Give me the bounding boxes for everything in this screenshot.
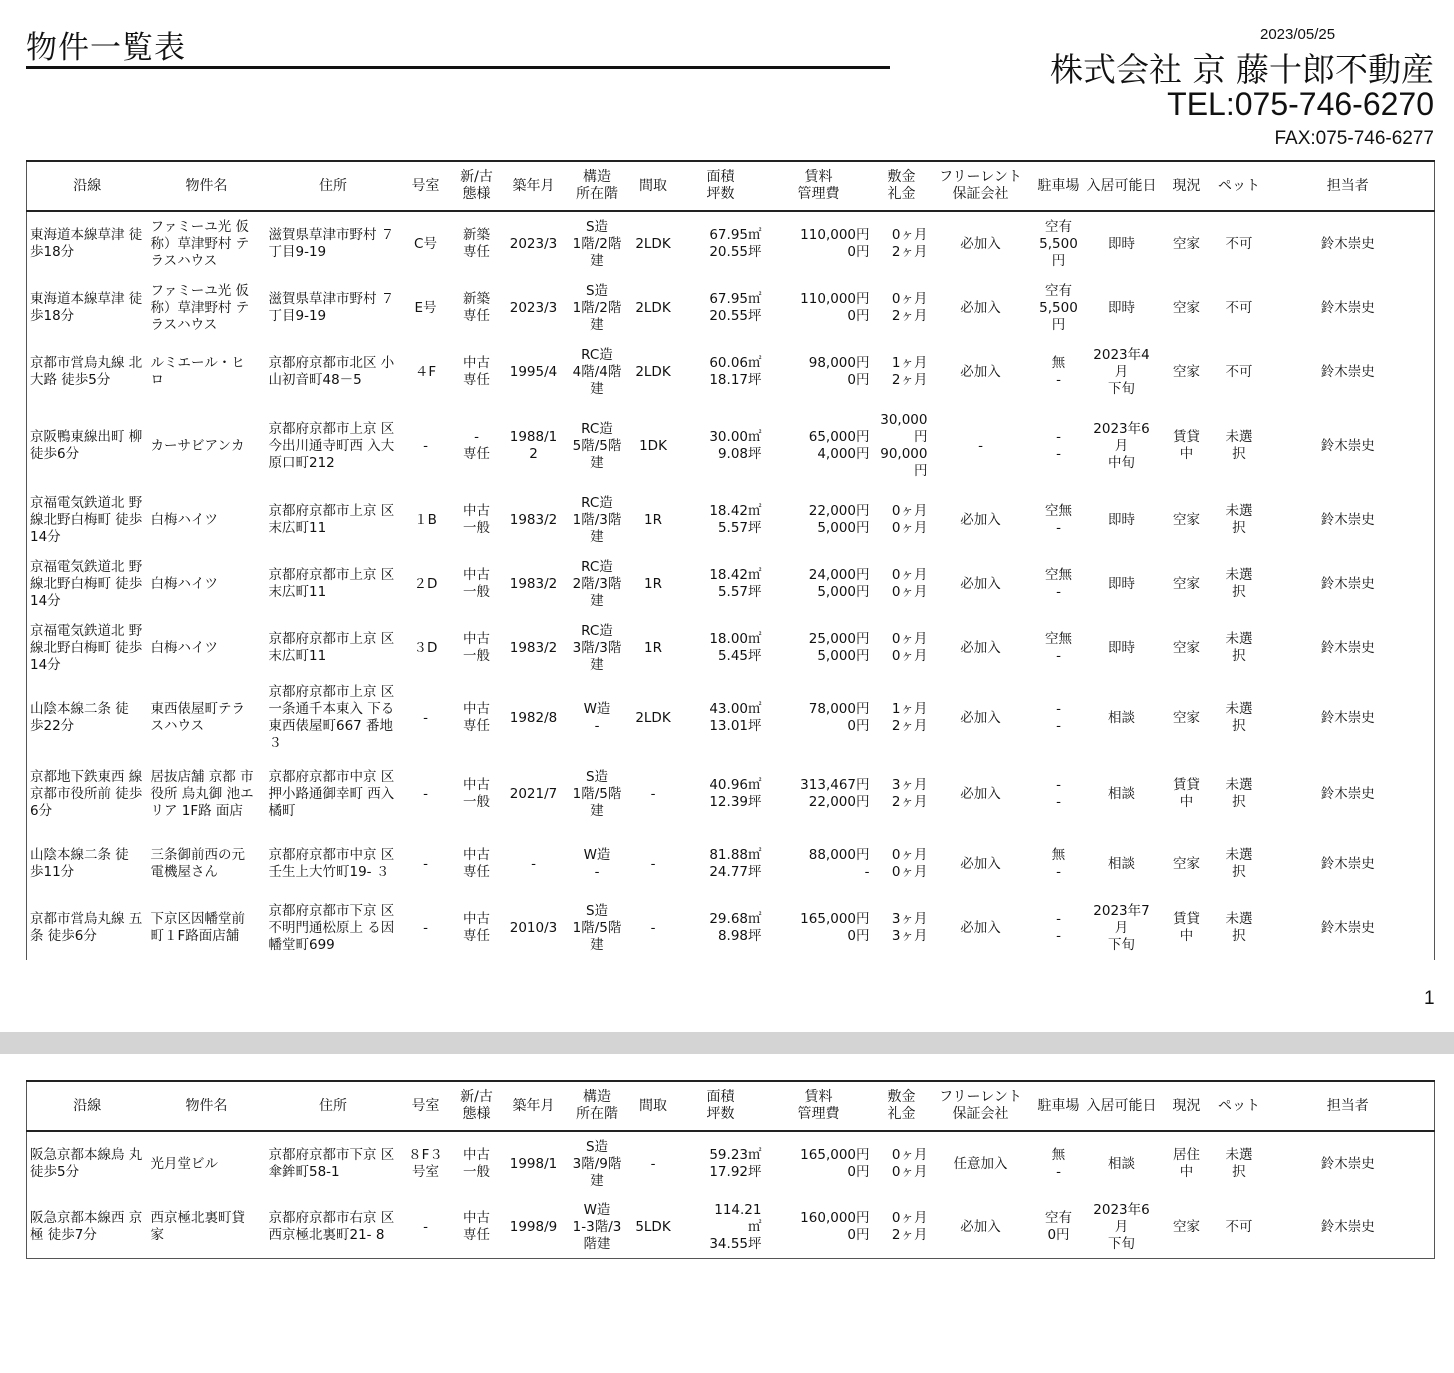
cell-name: 三条御前西の元 電機屋さん [150, 847, 245, 880]
table-row [27, 404, 1435, 488]
cell-parking: - - [1056, 911, 1061, 944]
cell-agent: 鈴木崇史 [1320, 1155, 1375, 1172]
cell-move-in: 即時 [1108, 575, 1135, 592]
cell-built: 1983/2 [509, 639, 558, 656]
table-row [27, 896, 1435, 960]
table-row [27, 340, 1435, 404]
cell-guarantor: 必加入 [960, 709, 1001, 726]
cell-room: C号 [414, 235, 437, 252]
cell-condition: 賃貸 中 [1173, 429, 1200, 462]
cell-guarantor: 必加入 [960, 575, 1001, 592]
cell-status: 中古 一般 [463, 1147, 490, 1180]
cell-built: 1998/9 [509, 1218, 558, 1235]
cell-address: 京都府京都市上京 区今出川通寺町西 入大原口町212 [268, 420, 395, 471]
cell-condition: 空家 [1173, 299, 1200, 316]
cell-built: 2010/3 [509, 919, 558, 936]
cell-status: 新築 専任 [463, 227, 490, 260]
cell-pet: 未選 択 [1225, 701, 1253, 734]
cell-status: 中古 一般 [463, 631, 490, 664]
cell-structure: RC造 2階/3階 建 [572, 558, 622, 609]
table-row [27, 680, 1435, 756]
cell-condition: 空家 [1173, 363, 1200, 380]
cell-pet: 不可 [1225, 299, 1253, 316]
cell-address: 京都府京都市中京 区押小路通御幸町 西入橘町 [268, 768, 395, 819]
cell-status: 中古 専任 [463, 1210, 490, 1243]
table-row [27, 756, 1435, 832]
header-guarantor: フリーレント 保証会社 [931, 161, 1031, 211]
cell-name: 東西俵屋町テラ スハウス [150, 701, 245, 734]
cell-address: 京都府京都市下京 区不明門通松原上 る因幡堂町699 [268, 902, 395, 953]
cell-built: 1982/8 [509, 709, 558, 726]
header-area: 面積 坪数 [677, 161, 765, 211]
cell-deposit: 0ヶ月 0ヶ月 [891, 847, 928, 880]
header-status: 新/古 態様 [451, 161, 503, 211]
cell-line: 山陰本線二条 徒 歩11分 [30, 847, 129, 880]
property-table-page2 [26, 1080, 1435, 1259]
cell-pet: 未選 択 [1225, 847, 1253, 880]
cell-agent: 鈴木崇史 [1320, 437, 1375, 454]
table-body [27, 1131, 1435, 1259]
cell-address: 京都府京都市下京 区傘鉾町58-1 [268, 1147, 395, 1180]
cell-deposit: 0ヶ月 0ヶ月 [891, 567, 928, 600]
table-row [27, 211, 1435, 276]
cell-guarantor: 必加入 [960, 511, 1001, 528]
cell-built: 1983/2 [509, 511, 558, 528]
cell-room: - [423, 1218, 428, 1235]
cell-structure: S造 1階/5階 建 [572, 902, 622, 953]
cell-deposit: 0ヶ月 0ヶ月 [891, 1147, 928, 1180]
cell-layout: 2LDK [635, 709, 671, 726]
header-room: 号室 [401, 1081, 451, 1131]
header-condition: 現況 [1157, 1081, 1217, 1131]
cell-layout: 5LDK [635, 1218, 671, 1235]
cell-agent: 鈴木崇史 [1320, 709, 1375, 726]
cell-built: 1983/2 [509, 575, 558, 592]
cell-room: ３D [413, 639, 438, 656]
table-row [27, 832, 1435, 896]
cell-name: 居抜店舗 京都 市役所 烏丸御 池エリア 1F路 面店 [150, 768, 254, 819]
cell-name: カーサビアンカ [150, 437, 245, 454]
cell-guarantor: 必加入 [960, 785, 1001, 802]
cell-status: - 専任 [463, 429, 490, 462]
cell-structure: RC造 5階/5階 建 [572, 420, 622, 471]
cell-line: 山陰本線二条 徒 歩22分 [30, 701, 129, 734]
cell-parking: 空無 - [1045, 631, 1072, 664]
cell-pet: 未選 択 [1225, 911, 1253, 944]
cell-room: - [423, 437, 428, 454]
cell-deposit: 3ヶ月 3ヶ月 [891, 911, 928, 944]
cell-pet: 未選 択 [1225, 567, 1253, 600]
cell-structure: RC造 3階/3階 建 [572, 622, 622, 673]
header-layout: 間取 [630, 1081, 677, 1131]
cell-agent: 鈴木崇史 [1320, 919, 1375, 936]
cell-structure: RC造 4階/4階 建 [572, 346, 622, 397]
cell-agent: 鈴木崇史 [1320, 235, 1375, 252]
table-body [27, 211, 1435, 960]
cell-move-in: 相談 [1108, 709, 1135, 726]
cell-address: 京都府京都市上京 区末広町11 [268, 503, 395, 536]
cell-pet: 未選 択 [1225, 631, 1253, 664]
cell-structure: S造 1階/2階 建 [572, 282, 622, 333]
cell-pet: 未選 択 [1225, 429, 1253, 462]
cell-room: - [423, 919, 428, 936]
cell-status: 中古 一般 [463, 777, 490, 810]
cell-guarantor: 必加入 [960, 299, 1001, 316]
table-row [27, 616, 1435, 680]
header-condition: 現況 [1157, 161, 1217, 211]
cell-line: 京都市営烏丸線 五条 徒歩6分 [30, 911, 143, 944]
cell-parking: 空有 5,500円 [1039, 282, 1078, 333]
cell-address: 滋賀県草津市野村 ７丁目9-19 [268, 291, 395, 324]
page-separator [0, 1032, 1454, 1054]
cell-layout: - [650, 1155, 656, 1172]
cell-deposit: 3ヶ月 2ヶ月 [891, 777, 928, 810]
cell-structure: S造 1階/2階 建 [572, 218, 622, 269]
table-header-row [27, 1081, 1435, 1131]
cell-condition: 空家 [1173, 709, 1200, 726]
property-table-page1 [26, 160, 1435, 960]
cell-room: - [423, 709, 428, 726]
cell-room: E号 [414, 299, 437, 316]
table-header-row [27, 161, 1435, 211]
issue-date: 2023/05/25 [1260, 26, 1336, 43]
cell-condition: 空家 [1173, 575, 1200, 592]
cell-area: 29.68㎡ 8.98坪 [709, 911, 762, 944]
cell-area: 81.88㎡ 24.77坪 [709, 847, 762, 880]
cell-rent: 65,000円 4,000円 [808, 429, 870, 462]
header-parking: 駐車場 [1031, 1081, 1087, 1131]
header-parking: 駐車場 [1031, 161, 1087, 211]
cell-area: 67.95㎡ 20.55坪 [709, 291, 762, 324]
cell-line: 京都地下鉄東西 線京都市役所前 徒歩6分 [30, 768, 143, 819]
cell-condition: 居住 中 [1173, 1147, 1200, 1180]
cell-agent: 鈴木崇史 [1320, 511, 1375, 528]
cell-rent: 160,000円 0円 [800, 1210, 870, 1243]
cell-built: 1998/1 [509, 1155, 558, 1172]
cell-move-in: 即時 [1108, 299, 1135, 316]
cell-move-in: 即時 [1108, 235, 1135, 252]
cell-parking: 無 - [1051, 355, 1066, 388]
header-line: 沿線 [27, 1081, 148, 1131]
header-layout: 間取 [630, 161, 677, 211]
page-number: 1 [1424, 988, 1435, 1009]
header-deposit: 敷金 礼金 [873, 161, 931, 211]
cell-pet: 不可 [1225, 363, 1253, 380]
cell-room: - [423, 785, 428, 802]
cell-name: 光月堂ビル [150, 1155, 218, 1172]
cell-parking: 空無 - [1045, 503, 1072, 536]
cell-parking: - - [1056, 701, 1061, 734]
cell-area: 60.06㎡ 18.17坪 [709, 355, 762, 388]
cell-layout: 1R [644, 575, 662, 592]
cell-area: 40.96㎡ 12.39坪 [709, 777, 762, 810]
cell-room: ２D [413, 575, 438, 592]
cell-pet: 未選 択 [1225, 777, 1253, 810]
cell-condition: 空家 [1173, 639, 1200, 656]
cell-pet: 未選 択 [1225, 503, 1253, 536]
table-row [27, 276, 1435, 340]
cell-status: 中古 一般 [463, 567, 490, 600]
cell-layout: - [650, 855, 656, 872]
header-deposit: 敷金 礼金 [873, 1081, 931, 1131]
cell-parking: 空有 5,500円 [1039, 218, 1078, 269]
cell-address: 京都府京都市上京 区末広町11 [268, 631, 395, 664]
header-rent: 賃料 管理費 [765, 161, 873, 211]
cell-layout: 2LDK [635, 235, 671, 252]
cell-name: ファミーユ光 仮称）草津野村 テラスハウス [150, 218, 250, 269]
cell-agent: 鈴木崇史 [1320, 639, 1375, 656]
cell-room: ４F [414, 363, 437, 380]
cell-layout: 2LDK [635, 299, 671, 316]
cell-status: 中古 専任 [463, 701, 490, 734]
cell-move-in: 2023年6月 中旬 [1093, 420, 1150, 471]
header-area: 面積 坪数 [677, 1081, 765, 1131]
cell-structure: S造 1階/5階 建 [572, 768, 622, 819]
cell-line: 東海道本線草津 徒歩18分 [30, 227, 143, 260]
header-agent: 担当者 [1262, 1081, 1435, 1131]
cell-parking: 無 - [1051, 1147, 1066, 1180]
cell-structure: RC造 1階/3階 建 [572, 494, 622, 545]
cell-name: 白梅ハイツ [150, 511, 218, 528]
cell-built: 1995/4 [509, 363, 558, 380]
cell-address: 京都府京都市右京 区西京極北裏町21- 8 [268, 1210, 395, 1243]
cell-line: 京阪鴨東線出町 柳 徒歩6分 [30, 429, 143, 462]
header-structure: 構造 所在階 [565, 1081, 630, 1131]
cell-agent: 鈴木崇史 [1320, 855, 1375, 872]
cell-built: - [531, 855, 536, 872]
cell-area: 18.00㎡ 5.45坪 [709, 631, 762, 664]
cell-built: 2023/3 [509, 299, 558, 316]
cell-guarantor: 必加入 [960, 235, 1001, 252]
header-address: 住所 [266, 1081, 401, 1131]
cell-area: 30.00㎡ 9.08坪 [709, 429, 762, 462]
cell-name: 白梅ハイツ [150, 575, 218, 592]
cell-area: 114.21 ㎡ 34.55坪 [709, 1201, 762, 1252]
cell-move-in: 相談 [1108, 855, 1135, 872]
title-underline [26, 66, 890, 69]
cell-structure: W造 - [583, 847, 611, 880]
cell-name: ファミーユ光 仮称）草津野村 テラスハウス [150, 282, 250, 333]
company-name: 株式会社 京 藤十郎不動産 [1050, 50, 1434, 89]
header-structure: 構造 所在階 [565, 161, 630, 211]
cell-guarantor: 必加入 [960, 639, 1001, 656]
header-pet: ペット [1217, 1081, 1262, 1131]
cell-structure: W造 - [583, 701, 611, 734]
cell-deposit: 30,000 円 90,000 円 [880, 412, 928, 479]
cell-rent: 98,000円 0円 [808, 355, 870, 388]
cell-structure: W造 1-3階/3 階建 [572, 1201, 622, 1252]
table-row [27, 552, 1435, 616]
cell-room: - [423, 855, 428, 872]
cell-rent: 25,000円 5,000円 [808, 631, 870, 664]
cell-pet: 不可 [1225, 235, 1253, 252]
header-rent: 賃料 管理費 [765, 1081, 873, 1131]
header-address: 住所 [266, 161, 401, 211]
cell-line: 阪急京都本線烏 丸 徒歩5分 [30, 1147, 143, 1180]
cell-room: １B [414, 511, 437, 528]
cell-status: 中古 専任 [463, 355, 490, 388]
cell-guarantor: 必加入 [960, 919, 1001, 936]
header-agent: 担当者 [1262, 161, 1435, 211]
cell-address: 京都府京都市中京 区壬生上大竹町19- ３ [268, 847, 395, 880]
cell-layout: - [650, 919, 656, 936]
header-room: 号室 [401, 161, 451, 211]
cell-address: 京都府京都市上京 区末広町11 [268, 567, 395, 600]
cell-line: 阪急京都本線西 京極 徒歩7分 [30, 1210, 143, 1243]
cell-move-in: 2023年4月 下旬 [1093, 346, 1150, 397]
cell-parking: - - [1056, 429, 1061, 462]
header-pet: ペット [1217, 161, 1262, 211]
cell-name: 下京区因幡堂前 町１F路面店舗 [150, 911, 245, 944]
cell-rent: 24,000円 5,000円 [808, 567, 870, 600]
cell-structure: S造 3階/9階 建 [572, 1138, 622, 1189]
cell-layout: 1R [644, 639, 662, 656]
cell-name: ルミエール・ヒ ロ [150, 355, 245, 388]
cell-area: 59.23㎡ 17.92坪 [709, 1147, 762, 1180]
cell-agent: 鈴木崇史 [1320, 363, 1375, 380]
cell-line: 東海道本線草津 徒歩18分 [30, 291, 143, 324]
company-tel: TEL:075-746-6270 [1167, 86, 1434, 122]
cell-rent: 313,467円 22,000円 [800, 777, 870, 810]
cell-deposit: 0ヶ月 0ヶ月 [891, 631, 928, 664]
header-guarantor: フリーレント 保証会社 [931, 1081, 1031, 1131]
company-fax: FAX:075-746-6277 [1274, 128, 1434, 149]
cell-guarantor: 必加入 [960, 363, 1001, 380]
cell-line: 京福電気鉄道北 野線北野白梅町 徒歩14分 [30, 558, 143, 609]
cell-area: 18.42㎡ 5.57坪 [709, 567, 762, 600]
cell-status: 新築 専任 [463, 291, 490, 324]
cell-parking: 無 - [1051, 847, 1066, 880]
cell-agent: 鈴木崇史 [1320, 299, 1375, 316]
cell-rent: 165,000円 0円 [800, 911, 870, 944]
cell-rent: 110,000円 0円 [800, 227, 870, 260]
cell-move-in: 相談 [1108, 785, 1135, 802]
cell-move-in: 2023年7月 下旬 [1093, 902, 1150, 953]
cell-condition: 賃貸 中 [1173, 911, 1200, 944]
cell-area: 67.95㎡ 20.55坪 [709, 227, 762, 260]
cell-name: 西京極北裏町貸 家 [150, 1210, 245, 1243]
cell-area: 18.42㎡ 5.57坪 [709, 503, 762, 536]
cell-guarantor: - [978, 437, 983, 454]
cell-built: 2021/7 [509, 785, 558, 802]
cell-rent: 165,000円 0円 [800, 1147, 870, 1180]
cell-agent: 鈴木崇史 [1320, 575, 1375, 592]
cell-built: 2023/3 [509, 235, 558, 252]
cell-deposit: 0ヶ月 2ヶ月 [891, 291, 928, 324]
cell-status: 中古 一般 [463, 503, 490, 536]
table-row [27, 1131, 1435, 1196]
cell-rent: 22,000円 5,000円 [808, 503, 870, 536]
cell-layout: - [650, 785, 656, 802]
cell-guarantor: 必加入 [960, 1218, 1001, 1235]
cell-condition: 空家 [1173, 235, 1200, 252]
cell-condition: 空家 [1173, 855, 1200, 872]
header-move-in: 入居可能日 [1087, 1081, 1157, 1131]
cell-move-in: 即時 [1108, 639, 1135, 656]
cell-status: 中古 専任 [463, 911, 490, 944]
cell-status: 中古 専任 [463, 847, 490, 880]
cell-room: ８F３ 号室 [408, 1147, 443, 1180]
cell-layout: 2LDK [635, 363, 671, 380]
header-built: 築年月 [503, 1081, 565, 1131]
cell-deposit: 0ヶ月 2ヶ月 [891, 227, 928, 260]
cell-agent: 鈴木崇史 [1320, 785, 1375, 802]
cell-deposit: 0ヶ月 2ヶ月 [891, 1210, 928, 1243]
cell-parking: - - [1056, 777, 1061, 810]
cell-move-in: 2023年6月 下旬 [1093, 1201, 1150, 1252]
cell-layout: 1R [644, 511, 662, 528]
cell-rent: 88,000円 - [808, 847, 870, 880]
cell-area: 43.00㎡ 13.01坪 [709, 701, 762, 734]
cell-condition: 賃貸 中 [1173, 777, 1200, 810]
cell-line: 京福電気鉄道北 野線北野白梅町 徒歩14分 [30, 622, 143, 673]
cell-built: 1988/12 [509, 429, 558, 462]
cell-condition: 空家 [1173, 511, 1200, 528]
cell-agent: 鈴木崇史 [1320, 1218, 1375, 1235]
cell-condition: 空家 [1173, 1218, 1200, 1235]
cell-name: 白梅ハイツ [150, 639, 218, 656]
cell-parking: 空無 - [1045, 567, 1072, 600]
cell-parking: 空有 0円 [1045, 1210, 1072, 1243]
cell-address: 京都府京都市上京 区一条通千本東入 下る東西俵屋町667 番地３ [268, 684, 395, 751]
cell-pet: 不可 [1225, 1218, 1253, 1235]
header-built: 築年月 [503, 161, 565, 211]
header-name: 物件名 [148, 1081, 266, 1131]
header-status: 新/古 態様 [451, 1081, 503, 1131]
cell-deposit: 0ヶ月 0ヶ月 [891, 503, 928, 536]
header-line: 沿線 [27, 161, 148, 211]
cell-deposit: 1ヶ月 2ヶ月 [891, 355, 928, 388]
cell-move-in: 相談 [1108, 1155, 1135, 1172]
cell-line: 京都市営烏丸線 北大路 徒歩5分 [30, 355, 143, 388]
cell-guarantor: 任意加入 [953, 1155, 1008, 1172]
cell-guarantor: 必加入 [960, 855, 1001, 872]
cell-pet: 未選 択 [1225, 1147, 1253, 1180]
cell-deposit: 1ヶ月 2ヶ月 [891, 701, 928, 734]
cell-address: 京都府京都市北区 小山初音町48－5 [268, 355, 395, 388]
page-title: 物件一覧表 [26, 30, 186, 66]
cell-line: 京福電気鉄道北 野線北野白梅町 徒歩14分 [30, 494, 143, 545]
cell-move-in: 即時 [1108, 511, 1135, 528]
header-move-in: 入居可能日 [1087, 161, 1157, 211]
header-name: 物件名 [148, 161, 266, 211]
cell-rent: 78,000円 0円 [808, 701, 870, 734]
table-row [27, 1196, 1435, 1259]
cell-address: 滋賀県草津市野村 ７丁目9-19 [268, 227, 395, 260]
cell-layout: 1DK [639, 437, 667, 454]
table-row [27, 488, 1435, 552]
cell-rent: 110,000円 0円 [800, 291, 870, 324]
